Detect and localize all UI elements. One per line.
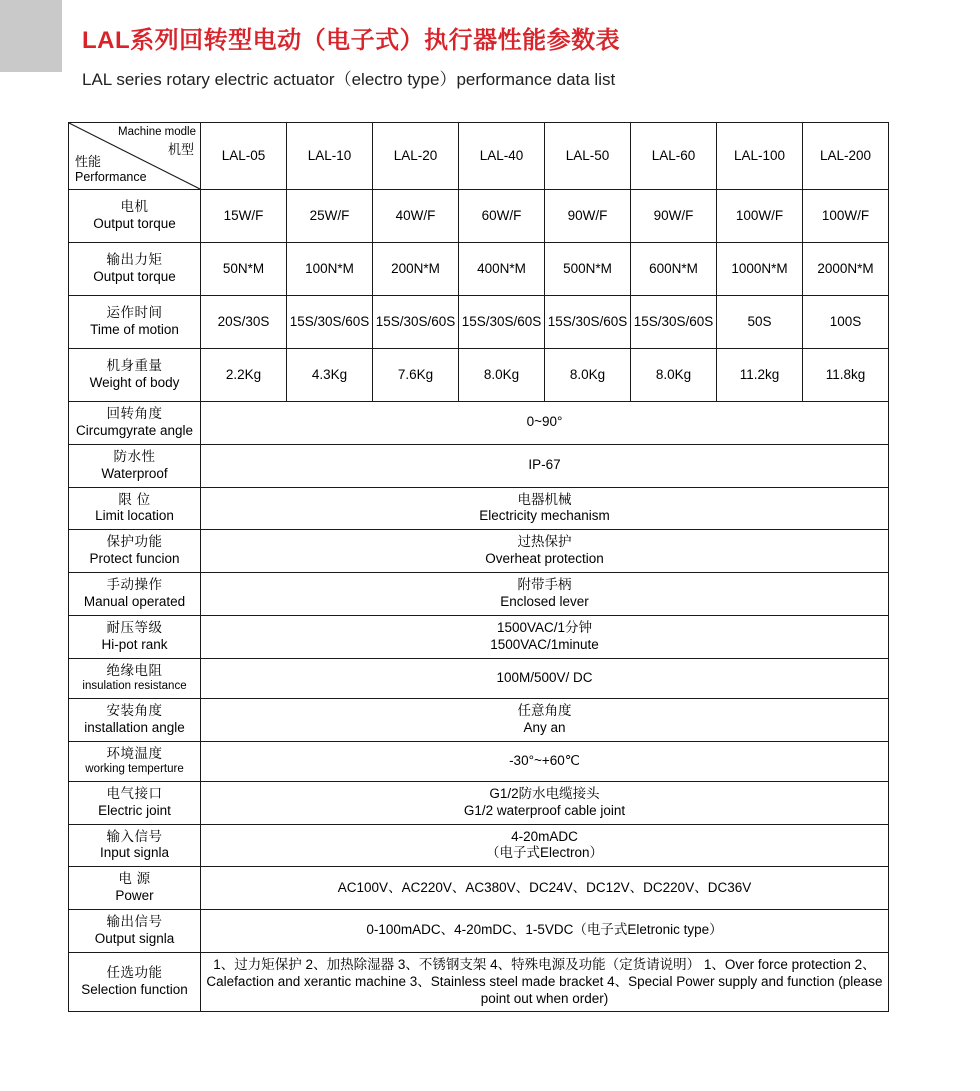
table-cell-merged (201, 741, 889, 781)
value-line-1: 0~90° (526, 414, 563, 430)
value-line-2: 1500VAC/1minute (490, 636, 599, 652)
table-cell: 400N*M (459, 243, 545, 296)
row-label-en: Circumgyrate angle (75, 422, 194, 438)
row-label-cn: 输入信号 (106, 828, 163, 844)
table-cell-merged (201, 781, 889, 824)
value-line-1: IP-67 (528, 457, 561, 473)
row-label (69, 698, 201, 741)
value-line-1: AC100V、AC220V、AC380V、DC24V、DC12V、DC220V、DC36V (337, 879, 752, 895)
table-cell: 100W/F (717, 190, 803, 243)
row-label-cn: 防水性 (113, 448, 156, 464)
row-label-cn: 电机 (120, 199, 149, 215)
row-label-en: Output signla (94, 930, 175, 946)
row-label (69, 487, 201, 530)
value-line-2: Overheat protection (485, 551, 604, 567)
row-label (69, 867, 201, 910)
table-row (69, 615, 889, 658)
row-label-cn: 限 位 (118, 491, 151, 507)
table-cell: 100W/F (803, 190, 889, 243)
table-row (69, 402, 889, 445)
value-line-1: 附带手柄 (517, 577, 572, 592)
row-label (69, 910, 201, 953)
value-line-1: 任意角度 (517, 702, 572, 718)
table-cell-merged (201, 910, 889, 953)
value-line-2: （电子式Electron） (485, 845, 604, 861)
table-row (69, 910, 889, 953)
table-row (69, 444, 889, 487)
table-cell: 90W/F (545, 190, 631, 243)
row-label (69, 741, 201, 781)
table-cell: 11.2kg (717, 349, 803, 402)
table-cell-merged (201, 952, 889, 1012)
table-cell: 600N*M (631, 243, 717, 296)
table-cell: 60W/F (459, 190, 545, 243)
table-row (69, 296, 889, 349)
row-label (69, 349, 201, 402)
table-cell: 11.8kg (803, 349, 889, 402)
page-title-en: LAL series rotary electric actuator（electro type）performance data list (82, 70, 616, 89)
row-label-en: Power (115, 888, 154, 904)
value-line-1: 4-20mADC (511, 828, 578, 844)
table-cell: 40W/F (373, 190, 459, 243)
table-cell: 7.6Kg (373, 349, 459, 402)
row-label (69, 402, 201, 445)
page-header (82, 20, 882, 90)
header-accent-bar (0, 0, 62, 72)
model-header-cell: LAL-50 (545, 123, 631, 190)
table-row (69, 741, 889, 781)
row-label (69, 530, 201, 573)
row-label-en: working temperture (85, 763, 184, 776)
table-row (69, 530, 889, 573)
row-label-en: Hi-pot rank (101, 636, 168, 652)
row-label-cn: 环境温度 (106, 745, 163, 761)
row-label-cn: 输出力矩 (106, 252, 163, 268)
table-row (69, 243, 889, 296)
row-label-cn: 任选功能 (106, 965, 163, 981)
table-row (69, 349, 889, 402)
note-line-1: 1、过力矩保护 2、加热除湿器 3、不锈钢支架 4、特殊电源及功能（定货请说明） (213, 956, 701, 972)
table-cell: 500N*M (545, 243, 631, 296)
table-corner-cell (69, 123, 201, 190)
row-label (69, 296, 201, 349)
row-label-en: Manual operated (83, 593, 186, 609)
row-label-cn: 电气接口 (106, 785, 163, 801)
table-row (69, 190, 889, 243)
value-line-1: 1500VAC/1分钟 (496, 619, 593, 635)
table-cell: 100N*M (287, 243, 373, 296)
model-header-cell: LAL-100 (717, 123, 803, 190)
table-cell: 15S/30S/60S (373, 296, 459, 349)
performance-label-en: Performance (75, 170, 147, 185)
value-line-2: G1/2 waterproof cable joint (463, 802, 626, 818)
value-line-1: 过热保护 (517, 534, 572, 550)
value-line-1: 0-100mADC、4-20mDC、1-5VDC（电子式Eletronic type） (366, 922, 723, 938)
row-label-cn: 安装角度 (106, 702, 163, 718)
table-row (69, 698, 889, 741)
row-label-cn: 耐压等级 (106, 619, 163, 635)
model-header-cell: LAL-05 (201, 123, 287, 190)
table-cell: 15S/30S/60S (545, 296, 631, 349)
row-label-cn: 手动操作 (106, 577, 163, 592)
row-label-en: installation angle (84, 719, 185, 735)
row-label-en: Output torque (93, 269, 176, 284)
table-row (69, 867, 889, 910)
table-cell-merged (201, 615, 889, 658)
row-label-en: Time of motion (90, 322, 179, 337)
table-cell: 50N*M (201, 243, 287, 296)
row-label-cn: 保护功能 (106, 534, 163, 550)
row-label-cn: 运作时间 (106, 305, 163, 321)
row-label-cn: 输出信号 (106, 914, 163, 929)
machine-mode-label-cn: 机型 (167, 142, 194, 157)
table-cell: 15W/F (201, 190, 287, 243)
row-label (69, 824, 201, 867)
table-cell-merged (201, 530, 889, 573)
table-cell-merged (201, 658, 889, 698)
row-label-en: Waterproof (101, 465, 168, 481)
row-label (69, 243, 201, 296)
note-line-3: 4、Special Power supply and function (please point out when order) (480, 973, 883, 1006)
model-header-cell: LAL-40 (459, 123, 545, 190)
table-cell: 50S (717, 296, 803, 349)
value-line-2: Any an (523, 719, 566, 735)
table-header-row (69, 123, 889, 190)
row-label (69, 658, 201, 698)
note-line-2: 1、Over force protection 2、Calefaction and xerantic machine 3、Stainless steel made bracket (206, 956, 876, 989)
model-header-cell: LAL-10 (287, 123, 373, 190)
table-cell-merged (201, 824, 889, 867)
machine-mode-label-en: Machine modle (118, 126, 196, 138)
table-row (69, 824, 889, 867)
value-line-2: Enclosed lever (500, 593, 589, 609)
value-line-1: 电器机械 (517, 491, 572, 507)
row-label-cn: 回转角度 (106, 406, 163, 421)
row-label-en: Electric joint (98, 802, 171, 818)
table-row-note (69, 952, 889, 1012)
row-label (69, 952, 201, 1012)
row-label-en: Output torque (93, 216, 176, 231)
row-label-en: insulation resistance (82, 680, 187, 693)
table-cell: 200N*M (373, 243, 459, 296)
table-cell-merged (201, 487, 889, 530)
table-cell-merged (201, 573, 889, 616)
row-label-cn: 电 源 (118, 871, 151, 887)
table-cell: 15S/30S/60S (459, 296, 545, 349)
table-row (69, 781, 889, 824)
performance-data-table (68, 122, 889, 1012)
value-line-1: -30°~+60℃ (509, 752, 580, 768)
table-row (69, 573, 889, 616)
value-line-2: Electricity mechanism (479, 508, 610, 524)
row-label-en: Protect funcion (89, 551, 180, 567)
value-line-1: 100M/500V/ DC (496, 669, 593, 685)
table-cell: 8.0Kg (459, 349, 545, 402)
row-label-cn: 绝缘电阻 (106, 662, 163, 678)
table-cell: 100S (803, 296, 889, 349)
table-cell: 20S/30S (201, 296, 287, 349)
table-cell: 15S/30S/60S (287, 296, 373, 349)
row-label (69, 190, 201, 243)
row-label-en: Weight of body (89, 375, 180, 390)
row-label (69, 781, 201, 824)
table-cell-merged (201, 444, 889, 487)
table-cell: 25W/F (287, 190, 373, 243)
page-title-cn: LAL系列回转型电动（电子式）执行器性能参数表 (82, 27, 621, 54)
row-label (69, 444, 201, 487)
table-row (69, 658, 889, 698)
row-label-en: Input signla (99, 845, 170, 861)
table-cell: 8.0Kg (545, 349, 631, 402)
row-label-en: Selection function (81, 982, 188, 998)
table-cell: 90W/F (631, 190, 717, 243)
table-cell: 8.0Kg (631, 349, 717, 402)
row-label (69, 573, 201, 616)
value-line-1: G1/2防水电缆接头 (489, 785, 600, 801)
model-header-cell: LAL-20 (373, 123, 459, 190)
table-cell: 15S/30S/60S (631, 296, 717, 349)
performance-label-cn: 性能 (75, 153, 102, 169)
table-cell-merged (201, 867, 889, 910)
row-label-en: Limit location (95, 508, 174, 524)
table-cell: 4.3Kg (287, 349, 373, 402)
table-cell-merged (201, 698, 889, 741)
row-label (69, 615, 201, 658)
model-header-cell: LAL-60 (631, 123, 717, 190)
row-label-cn: 机身重量 (106, 358, 163, 374)
table-row (69, 487, 889, 530)
table-cell: 1000N*M (717, 243, 803, 296)
table-cell: 2000N*M (803, 243, 889, 296)
table-cell-merged (201, 402, 889, 445)
table-cell: 2.2Kg (201, 349, 287, 402)
model-header-cell: LAL-200 (803, 123, 889, 190)
